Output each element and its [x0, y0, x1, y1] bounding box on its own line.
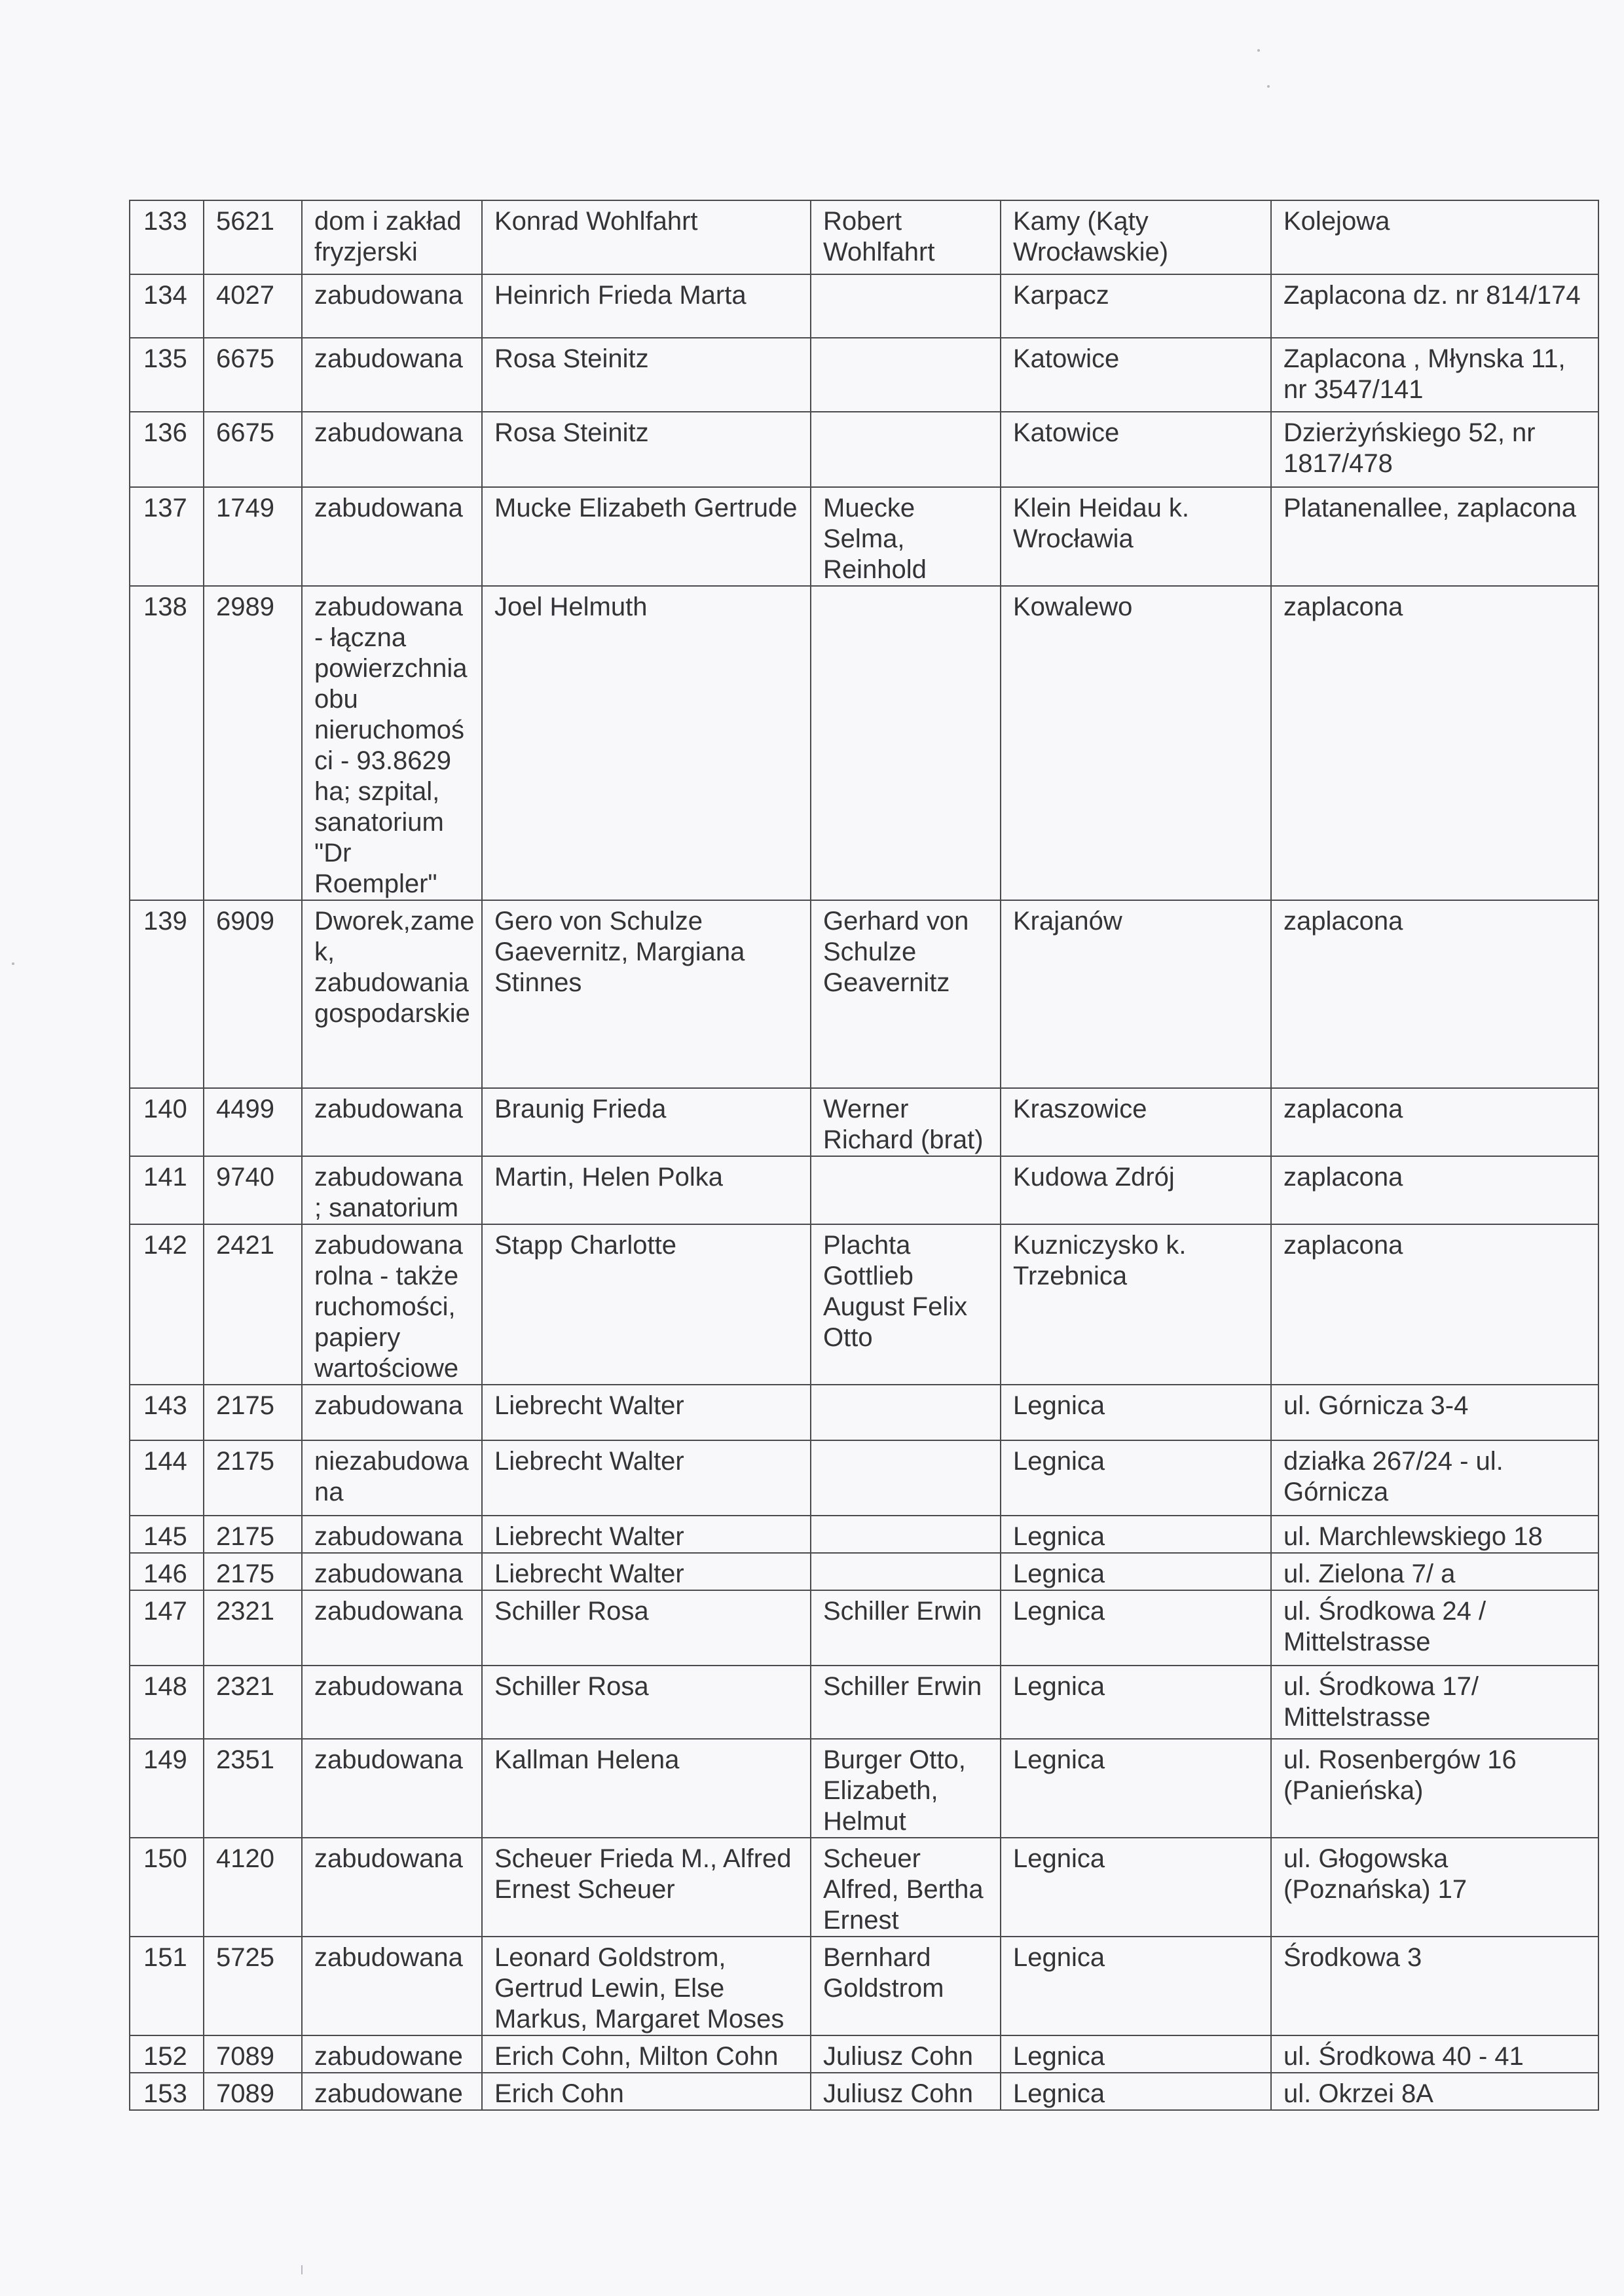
owner-cell: Stapp Charlotte — [482, 1224, 811, 1385]
table-row — [130, 1666, 1598, 1739]
record-number-cell: 1749 — [204, 487, 302, 586]
record-number-cell: 9740 — [204, 1156, 302, 1224]
property-type-cell: zabudowana — [302, 1385, 482, 1440]
row-number-cell: 133 — [130, 200, 204, 274]
owner-cell: Liebrecht Walter — [482, 1553, 811, 1590]
table-row — [130, 1224, 1598, 1385]
owner-cell: Liebrecht Walter — [482, 1385, 811, 1440]
owner-cell: Erich Cohn, Milton Cohn — [482, 2035, 811, 2073]
table-row — [130, 2073, 1598, 2110]
record-number-cell: 2175 — [204, 1516, 302, 1553]
record-number-cell: 2175 — [204, 1385, 302, 1440]
property-type-cell: zabudowana - łączna powierzchnia obu nieruchomości - 93.8629 ha; szpital, sanatorium "Dr Roempler" — [302, 586, 482, 900]
locality-cell: Legnica — [1001, 1516, 1271, 1553]
locality-cell: Legnica — [1001, 1590, 1271, 1666]
row-number-cell: 140 — [130, 1088, 204, 1156]
table-row — [130, 1937, 1598, 2035]
heir-cell — [811, 338, 1001, 412]
notes-cell: ul. Głogowska (Poznańska) 17 — [1271, 1838, 1598, 1937]
property-registry-table — [129, 200, 1599, 2111]
locality-cell: Legnica — [1001, 1553, 1271, 1590]
table-row — [130, 338, 1598, 412]
row-number-cell: 139 — [130, 900, 204, 1088]
record-number-cell: 2351 — [204, 1739, 302, 1838]
row-number-cell: 136 — [130, 412, 204, 487]
property-type-cell: zabudowana — [302, 274, 482, 338]
scan-speck — [301, 2265, 303, 2274]
owner-cell: Liebrecht Walter — [482, 1440, 811, 1516]
heir-cell: Plachta Gottlieb August Felix Otto — [811, 1224, 1001, 1385]
owner-cell: Gero von Schulze Gaevernitz, Margiana Stinnes — [482, 900, 811, 1088]
owner-cell: Heinrich Frieda Marta — [482, 274, 811, 338]
heir-cell: Werner Richard (brat) — [811, 1088, 1001, 1156]
notes-cell: Środkowa 3 — [1271, 1937, 1598, 2035]
notes-cell: zaplacona — [1271, 586, 1598, 900]
owner-cell: Erich Cohn — [482, 2073, 811, 2110]
locality-cell: Kudowa Zdrój — [1001, 1156, 1271, 1224]
heir-cell — [811, 274, 1001, 338]
locality-cell: Karpacz — [1001, 274, 1271, 338]
row-number-cell: 149 — [130, 1739, 204, 1838]
record-number-cell: 2175 — [204, 1553, 302, 1590]
property-type-cell: zabudowana ; sanatorium — [302, 1156, 482, 1224]
scan-speck — [1267, 85, 1270, 88]
scan-speck — [12, 962, 14, 965]
table-row — [130, 1156, 1598, 1224]
row-number-cell: 135 — [130, 338, 204, 412]
scan-speck — [1257, 49, 1260, 52]
owner-cell: Braunig Frieda — [482, 1088, 811, 1156]
heir-cell — [811, 1440, 1001, 1516]
row-number-cell: 153 — [130, 2073, 204, 2110]
locality-cell: Legnica — [1001, 1385, 1271, 1440]
row-number-cell: 145 — [130, 1516, 204, 1553]
property-type-cell: zabudowana — [302, 1937, 482, 2035]
record-number-cell: 4120 — [204, 1838, 302, 1937]
locality-cell: Kraszowice — [1001, 1088, 1271, 1156]
property-type-cell: zabudowana — [302, 1590, 482, 1666]
heir-cell: Burger Otto, Elizabeth, Helmut — [811, 1739, 1001, 1838]
notes-cell: zaplacona — [1271, 1088, 1598, 1156]
locality-cell: Katowice — [1001, 338, 1271, 412]
row-number-cell: 144 — [130, 1440, 204, 1516]
notes-cell: ul. Okrzei 8A — [1271, 2073, 1598, 2110]
property-type-cell: zabudowana — [302, 487, 482, 586]
property-type-cell: niezabudowana — [302, 1440, 482, 1516]
notes-cell: ul. Górnicza 3-4 — [1271, 1385, 1598, 1440]
record-number-cell: 5621 — [204, 200, 302, 274]
locality-cell: Legnica — [1001, 2035, 1271, 2073]
owner-cell: Leonard Goldstrom, Gertrud Lewin, Else Markus, Margaret Moses — [482, 1937, 811, 2035]
record-number-cell: 2321 — [204, 1666, 302, 1739]
notes-cell: ul. Środkowa 17/ Mittelstrasse — [1271, 1666, 1598, 1739]
table-row — [130, 586, 1598, 900]
heir-cell: Juliusz Cohn — [811, 2073, 1001, 2110]
owner-cell: Martin, Helen Polka — [482, 1156, 811, 1224]
heir-cell: Scheuer Alfred, Bertha Ernest — [811, 1838, 1001, 1937]
heir-cell: Bernhard Goldstrom — [811, 1937, 1001, 2035]
table-row — [130, 274, 1598, 338]
property-type-cell: zabudowana — [302, 1088, 482, 1156]
owner-cell: Schiller Rosa — [482, 1590, 811, 1666]
row-number-cell: 142 — [130, 1224, 204, 1385]
owner-cell: Rosa Steinitz — [482, 412, 811, 487]
table-row — [130, 412, 1598, 487]
locality-cell: Legnica — [1001, 1440, 1271, 1516]
heir-cell: Schiller Erwin — [811, 1590, 1001, 1666]
property-type-cell: zabudowana — [302, 412, 482, 487]
heir-cell: Muecke Selma, Reinhold — [811, 487, 1001, 586]
record-number-cell: 2421 — [204, 1224, 302, 1385]
record-number-cell: 6909 — [204, 900, 302, 1088]
locality-cell: Krajanów — [1001, 900, 1271, 1088]
record-number-cell: 6675 — [204, 338, 302, 412]
table-row — [130, 1590, 1598, 1666]
notes-cell: Zaplacona , Młynska 11, nr 3547/141 — [1271, 338, 1598, 412]
table-row — [130, 487, 1598, 586]
heir-cell: Schiller Erwin — [811, 1666, 1001, 1739]
property-type-cell: zabudowana — [302, 338, 482, 412]
owner-cell: Liebrecht Walter — [482, 1516, 811, 1553]
property-type-cell: zabudowana — [302, 1553, 482, 1590]
table-row — [130, 1838, 1598, 1937]
record-number-cell: 2321 — [204, 1590, 302, 1666]
row-number-cell: 146 — [130, 1553, 204, 1590]
notes-cell: ul. Rosenbergów 16 (Panieńska) — [1271, 1739, 1598, 1838]
owner-cell: Konrad Wohlfahrt — [482, 200, 811, 274]
owner-cell: Scheuer Frieda M., Alfred Ernest Scheuer — [482, 1838, 811, 1937]
table-row — [130, 1739, 1598, 1838]
table-row — [130, 2035, 1598, 2073]
record-number-cell: 2989 — [204, 586, 302, 900]
notes-cell: Kolejowa — [1271, 200, 1598, 274]
property-type-cell: zabudowana — [302, 1838, 482, 1937]
notes-cell: zaplacona — [1271, 900, 1598, 1088]
locality-cell: Klein Heidau k. Wrocławia — [1001, 487, 1271, 586]
notes-cell: zaplacona — [1271, 1224, 1598, 1385]
row-number-cell: 138 — [130, 586, 204, 900]
notes-cell: ul. Marchlewskiego 18 — [1271, 1516, 1598, 1553]
record-number-cell: 7089 — [204, 2073, 302, 2110]
table-body — [130, 200, 1598, 2110]
notes-cell: Zaplacona dz. nr 814/174 — [1271, 274, 1598, 338]
notes-cell: ul. Środkowa 24 / Mittelstrasse — [1271, 1590, 1598, 1666]
row-number-cell: 152 — [130, 2035, 204, 2073]
owner-cell: Rosa Steinitz — [482, 338, 811, 412]
property-type-cell: zabudowane — [302, 2035, 482, 2073]
heir-cell — [811, 1385, 1001, 1440]
record-number-cell: 4027 — [204, 274, 302, 338]
owner-cell: Joel Helmuth — [482, 586, 811, 900]
notes-cell: ul. Środkowa 40 - 41 — [1271, 2035, 1598, 2073]
owner-cell: Schiller Rosa — [482, 1666, 811, 1739]
locality-cell: Kuzniczysko k. Trzebnica — [1001, 1224, 1271, 1385]
heir-cell — [811, 1156, 1001, 1224]
locality-cell: Legnica — [1001, 1937, 1271, 2035]
table-row — [130, 1385, 1598, 1440]
locality-cell: Legnica — [1001, 2073, 1271, 2110]
property-type-cell: zabudowane — [302, 2073, 482, 2110]
record-number-cell: 4499 — [204, 1088, 302, 1156]
locality-cell: Kowalewo — [1001, 586, 1271, 900]
row-number-cell: 151 — [130, 1937, 204, 2035]
table-row — [130, 1088, 1598, 1156]
row-number-cell: 134 — [130, 274, 204, 338]
heir-cell: Juliusz Cohn — [811, 2035, 1001, 2073]
record-number-cell: 7089 — [204, 2035, 302, 2073]
property-type-cell: Dworek,zamek, zabudowania gospodarskie — [302, 900, 482, 1088]
heir-cell — [811, 412, 1001, 487]
heir-cell: Robert Wohlfahrt — [811, 200, 1001, 274]
row-number-cell: 150 — [130, 1838, 204, 1937]
property-type-cell: zabudowana rolna - także ruchomości, papiery wartościowe — [302, 1224, 482, 1385]
owner-cell: Mucke Elizabeth Gertrude — [482, 487, 811, 586]
property-type-cell: zabudowana — [302, 1739, 482, 1838]
record-number-cell: 6675 — [204, 412, 302, 487]
row-number-cell: 141 — [130, 1156, 204, 1224]
table-row — [130, 1553, 1598, 1590]
heir-cell: Gerhard von Schulze Geavernitz — [811, 900, 1001, 1088]
table-row — [130, 1516, 1598, 1553]
locality-cell: Legnica — [1001, 1739, 1271, 1838]
locality-cell: Kamy (Kąty Wrocławskie) — [1001, 200, 1271, 274]
property-type-cell: dom i zakład fryzjerski — [302, 200, 482, 274]
row-number-cell: 147 — [130, 1590, 204, 1666]
property-type-cell: zabudowana — [302, 1666, 482, 1739]
locality-cell: Katowice — [1001, 412, 1271, 487]
row-number-cell: 143 — [130, 1385, 204, 1440]
row-number-cell: 148 — [130, 1666, 204, 1739]
notes-cell: Platanenallee, zaplacona — [1271, 487, 1598, 586]
record-number-cell: 2175 — [204, 1440, 302, 1516]
heir-cell — [811, 1516, 1001, 1553]
heir-cell — [811, 1553, 1001, 1590]
owner-cell: Kallman Helena — [482, 1739, 811, 1838]
locality-cell: Legnica — [1001, 1666, 1271, 1739]
notes-cell: ul. Zielona 7/ a — [1271, 1553, 1598, 1590]
notes-cell: Dzierżyńskiego 52, nr 1817/478 — [1271, 412, 1598, 487]
table-row — [130, 1440, 1598, 1516]
table-row — [130, 200, 1598, 274]
notes-cell: działka 267/24 - ul. Górnicza — [1271, 1440, 1598, 1516]
record-number-cell: 5725 — [204, 1937, 302, 2035]
row-number-cell: 137 — [130, 487, 204, 586]
property-type-cell: zabudowana — [302, 1516, 482, 1553]
notes-cell: zaplacona — [1271, 1156, 1598, 1224]
heir-cell — [811, 586, 1001, 900]
locality-cell: Legnica — [1001, 1838, 1271, 1937]
table-row — [130, 900, 1598, 1088]
